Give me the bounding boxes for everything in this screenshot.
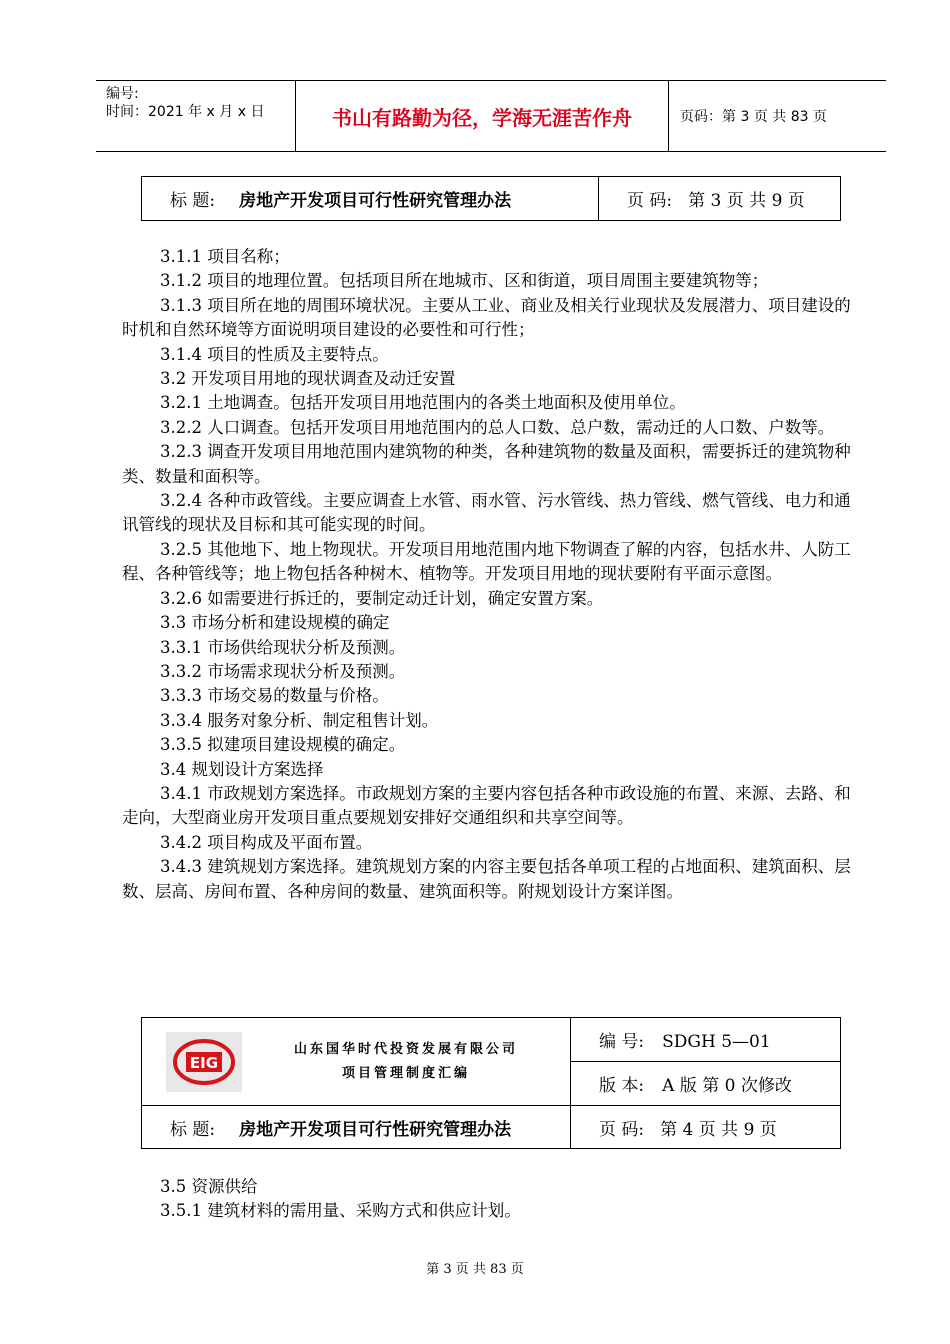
paragraph: 3.1.3 项目所在地的周围环境状况。主要从工业、商业及相关行业现状及发展潜力、项目建设的时机和自然环境等方面说明项目建设的必要性和可行性；: [122, 295, 851, 340]
paragraph: 3.3.1 市场供给现状分析及预测。: [160, 637, 406, 657]
company-cell: [142, 1018, 571, 1106]
version-cell: [571, 1062, 841, 1106]
company-logo: [166, 1032, 242, 1092]
page-header: [96, 80, 886, 152]
page-cell: [599, 177, 841, 221]
document-title-2: 房地产开发项目可行性研究管理办法: [239, 1119, 512, 1140]
paragraph: 3.3.5 拟建项目建设规模的确定。: [160, 735, 406, 755]
header-meta: [96, 81, 296, 151]
document-title: 房地产开发项目可行性研究管理办法: [239, 191, 512, 211]
title-cell-2: [142, 1106, 571, 1149]
page-label-2: 页 码:: [599, 1119, 645, 1140]
doc-number-label: 编 号:: [599, 1032, 645, 1052]
paragraph: 3.1.1 项目名称；: [160, 247, 290, 266]
title-cell: [142, 177, 599, 221]
time-label: 时间：2021 年 x 月 x 日: [106, 104, 265, 120]
paragraph: 3.1.2 项目的地理位置。包括项目所在地城市、区和街道，项目周围主要建筑物等；: [160, 271, 769, 291]
paragraph: 3.3 市场分析和建设规模的确定: [160, 613, 390, 633]
paragraph: 3.5 资源供给: [160, 1177, 258, 1196]
title-table-1: [141, 176, 841, 221]
paragraph: 3.3.2 市场需求现状分析及预测。: [160, 661, 406, 681]
version-label: 版 本:: [599, 1076, 645, 1096]
company-logo-icon: [172, 1038, 236, 1086]
page-footer: 第 3 页 共 83 页: [426, 1262, 524, 1277]
page-label: 页 码:: [627, 191, 673, 211]
number-label: 编号:: [106, 86, 139, 102]
paragraph: 3.5.1 建筑材料的需用量、采购方式和供应计划。: [160, 1201, 521, 1221]
paragraph: 3.3.4 服务对象分析、制定租售计划。: [160, 710, 439, 730]
logo-text: EIG: [189, 1053, 219, 1072]
motto: 书山有路勤为径，学海无涯苦作舟: [296, 81, 669, 151]
title-label-2: 标 题:: [170, 1119, 216, 1140]
header-page-code: 页码：第 3 页 共 83 页: [680, 109, 827, 125]
version-value: A 版 第 0 次修改: [662, 1076, 792, 1096]
paragraph: 3.2.3 调查开发项目用地范围内建筑物的种类，各种建筑物的数量及面积，需要拆迁的建筑物种类、数量和面积等。: [122, 442, 851, 486]
paragraph: 3.2.2 人口调查。包括开发项目用地范围内的总人口数、总户数，需动迁的人口数、户数等。: [160, 417, 835, 437]
number-cell: [571, 1018, 841, 1062]
paragraph: 3.4 规划设计方案选择: [160, 759, 324, 779]
paragraph: 3.2.6 如需要进行拆迁的，要制定动迁计划，确定安置方案。: [160, 588, 604, 608]
paragraph: 3.2.4 各种市政管线。主要应调查上水管、雨水管、污水管线、热力管线、燃气管线、电力和通讯管线的现状及目标和其可能实现的时间。: [122, 491, 851, 535]
company-name: 山东国华时代投资发展有限公司: [293, 1041, 518, 1057]
body-text-2: [122, 1175, 862, 1224]
doc-number-value: SDGH 5—01: [662, 1032, 771, 1052]
body-text: [122, 245, 862, 904]
paragraph: 3.3.3 市场交易的数量与价格。: [160, 686, 389, 706]
page-value: 第 3 页 共 9 页: [688, 191, 805, 211]
paragraph: 3.4.3 建筑规划方案选择。建筑规划方案的内容主要包括各单项工程的占地面积、建筑面积、层数、层高、房间布置、各种房间的数量、建筑面积等。附规划设计方案详图。: [122, 857, 851, 901]
page-cell-2: [571, 1106, 841, 1149]
paragraph: 3.4.1 市政规划方案选择。市政规划方案的主要内容包括各种市政设施的布置、来源、去路、和走向，大型商业房开发项目重点要规划安排好交通组织和共享空间等。: [122, 783, 851, 828]
paragraph: 3.4.2 项目构成及平面布置。: [160, 832, 373, 852]
paragraph: 3.2 开发项目用地的现状调查及动迁安置: [160, 369, 456, 389]
company-subtitle: 项目管理制度汇编: [341, 1065, 470, 1081]
paragraph: 3.2.5 其他地下、地上物现状。开发项目用地范围内地下物调查了解的内容，包括水井、人防工程、各种管线等；地上物包括各种树木、植物等。开发项目用地的现状要附有平面示意图。: [122, 539, 851, 584]
page-value-2: 第 4 页 共 9 页: [660, 1119, 777, 1140]
paragraph: 3.2.1 土地调查。包括开发项目用地范围内的各类土地面积及使用单位。: [160, 393, 686, 413]
title-label: 标 题:: [170, 191, 216, 211]
paragraph: 3.1.4 项目的性质及主要特点。: [160, 344, 389, 364]
company-table: [141, 1017, 841, 1149]
